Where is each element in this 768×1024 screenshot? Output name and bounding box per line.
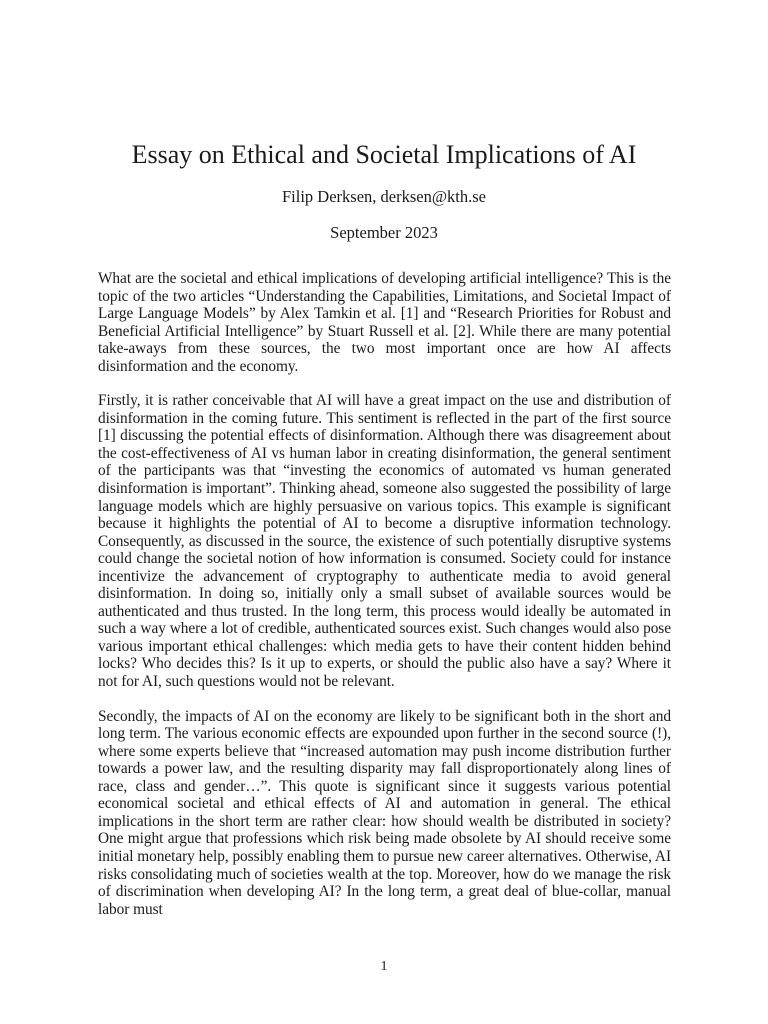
paragraph-economy: Secondly, the impacts of AI on the economy are likely to be significant both in the short and long term. The various economic effects are expounded upon further in the second source (!), where some experts believe that “increased automation may push income distribution further towards a power law, and the resulting disparity may fall disproportionately along lines of race, class and gender…”. This quote is significant since it suggests various potential economical societal and ethical effects of AI and automation in general. The ethical implications in the short term are rather clear: how should wealth be distributed in society? One might argue that professions which risk being made obsolete by AI should receive some initial monetary help, possibly enabling them to pursue new career alternatives. Otherwise, AI risks consolidating much of societies wealth at the top. Moreover, how do we manage the risk of discrimination when developing AI? In the long term, a great deal of blue-collar, manual labor must — [98, 707, 671, 918]
paragraph-intro: What are the societal and ethical implications of developing artificial intelligence? This is the topic of the two articles “Understanding the Capabilities, Limitations, and Societal Impact of Large Language Models” by Alex Tamkin et al. [1] and “Research Priorities for Robust and Beneficial Artificial Intelligence” by Stuart Russell et al. [2]. While there are many potential take-aways from these sources, the two most important once are how AI affects disinformation and the economy. — [98, 270, 671, 375]
author-line: Filip Derksen, derksen@kth.se — [282, 187, 486, 206]
document-title: Essay on Ethical and Societal Implications of AI — [131, 140, 637, 169]
document-date: September 2023 — [330, 223, 438, 242]
paragraph-disinformation: Firstly, it is rather conceivable that AI will have a great impact on the use and distribution of disinformation in the coming future. This sentiment is reflected in the part of the first source [1] discussing the potential effects of disinformation. Although there was disagreement about the cost-effectiveness of AI vs human labor in creating disinformation, the general sentiment of the participants was that “investing the economics of automated vs human generated disinformation is important”. Thinking ahead, someone also suggested the possibility of large language models which are highly persuasive on various topics. This example is significant because it highlights the potential of AI to become a disruptive information technology. Consequently, as discussed in the source, the existence of such potentially disruptive systems could change the societal notion of how information is consumed. Society could for instance incentivize the advancement of cryptography to authenticate media to avoid general disinformation. In doing so, initially only a small subset of available sources would be authenticated and thus trusted. In the long term, this process would ideally be automated in such a way where a lot of credible, authenticated sources exist. Such changes would also pose various important ethical challenges: which media gets to have their content hidden behind locks? Who decides this? Is it up to experts, or should the public also have a say? Where it not for AI, such questions would not be relevant. — [98, 392, 671, 691]
essay-body — [98, 270, 671, 918]
page-number: 1 — [380, 959, 388, 974]
